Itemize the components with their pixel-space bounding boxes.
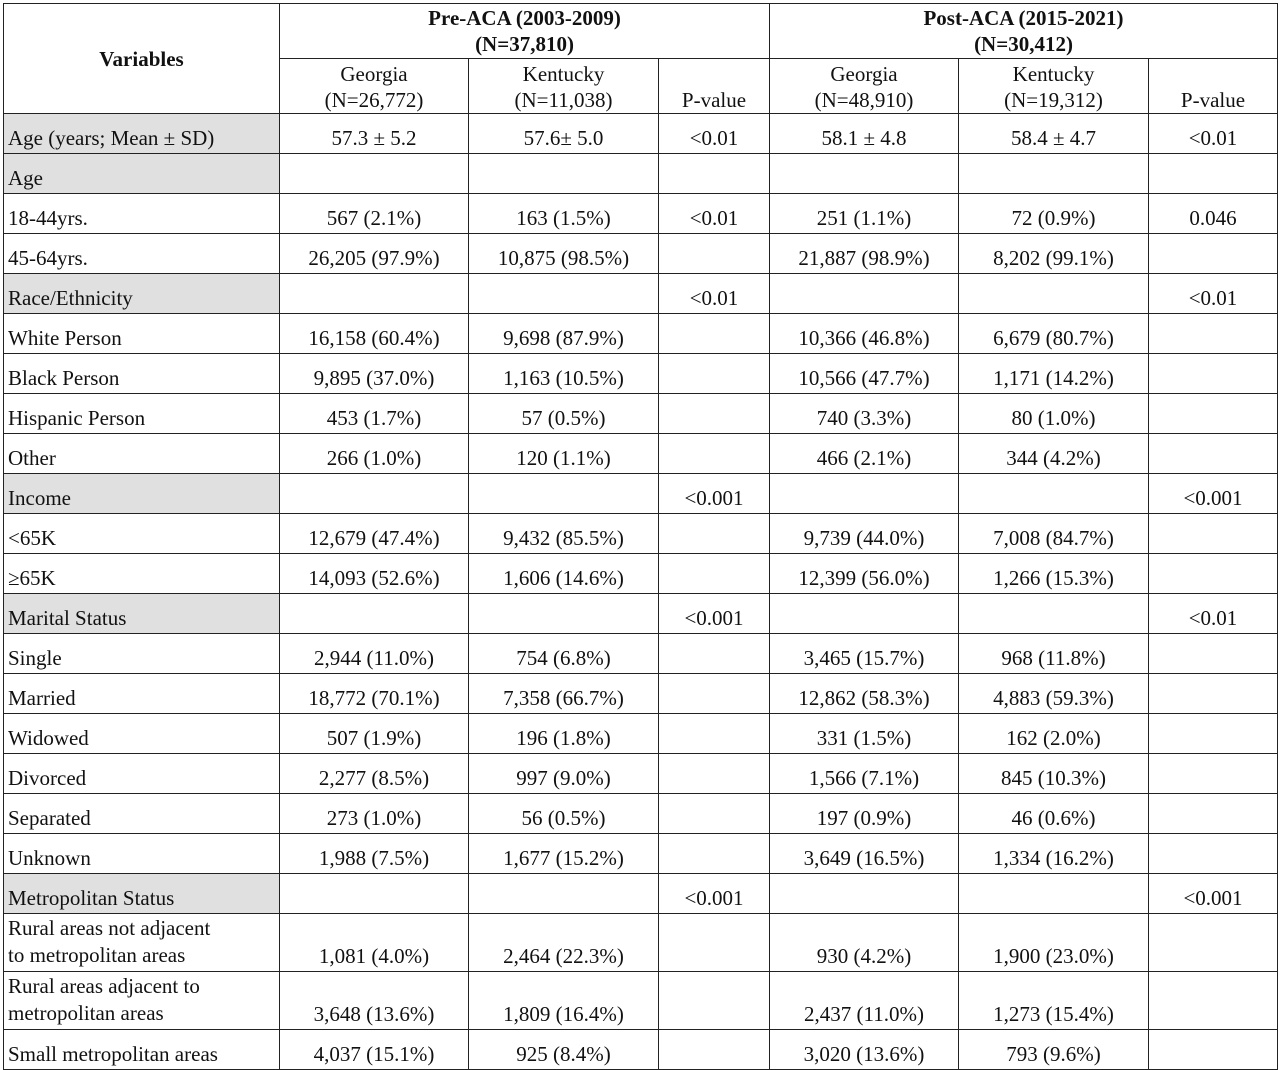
subheader-n <box>663 61 765 87</box>
subheader-n: (N=48,910) <box>814 88 914 112</box>
row-label: <65K <box>4 514 280 554</box>
value-cell: 58.4 ± 4.7 <box>959 114 1149 154</box>
value-cell: 567 (2.1%) <box>280 194 469 234</box>
value-cell <box>469 154 659 194</box>
value-cell: 6,679 (80.7%) <box>959 314 1149 354</box>
p-value-cell <box>659 434 770 474</box>
table-row <box>4 394 1278 434</box>
variables-header: Variables <box>4 4 280 114</box>
p-value-cell <box>1149 434 1278 474</box>
row-label-line: Rural areas not adjacent <box>8 916 211 940</box>
value-cell: 14,093 (52.6%) <box>280 554 469 594</box>
pre-aca-title: Pre-ACA (2003-2009) <box>428 6 621 30</box>
p-value-cell <box>1149 514 1278 554</box>
value-cell: 12,399 (56.0%) <box>770 554 959 594</box>
value-cell: 57.6± 5.0 <box>469 114 659 154</box>
value-cell: 10,875 (98.5%) <box>469 234 659 274</box>
value-cell <box>469 274 659 314</box>
row-label <box>4 914 280 972</box>
p-value-cell <box>659 834 770 874</box>
value-cell: 1,273 (15.4%) <box>959 972 1149 1030</box>
table-row <box>4 914 1278 972</box>
value-cell: 12,862 (58.3%) <box>770 674 959 714</box>
table-body <box>4 114 1278 1070</box>
p-value-cell <box>1149 354 1278 394</box>
value-cell: 3,648 (13.6%) <box>280 972 469 1030</box>
value-cell: 925 (8.4%) <box>469 1030 659 1070</box>
category-row <box>4 114 1278 154</box>
value-cell: 1,606 (14.6%) <box>469 554 659 594</box>
p-value-cell: <0.01 <box>1149 114 1278 154</box>
p-value-cell: <0.01 <box>659 114 770 154</box>
value-cell: 7,008 (84.7%) <box>959 514 1149 554</box>
value-cell: 4,883 (59.3%) <box>959 674 1149 714</box>
p-value-cell <box>659 554 770 594</box>
value-cell: 1,334 (16.2%) <box>959 834 1149 874</box>
value-cell: 120 (1.1%) <box>469 434 659 474</box>
row-label: White Person <box>4 314 280 354</box>
value-cell: 58.1 ± 4.8 <box>770 114 959 154</box>
value-cell: 2,464 (22.3%) <box>469 914 659 972</box>
subheader-n: (N=26,772) <box>324 88 424 112</box>
value-cell: 72 (0.9%) <box>959 194 1149 234</box>
table-row <box>4 354 1278 394</box>
p-value-cell: <0.01 <box>659 194 770 234</box>
value-cell <box>280 274 469 314</box>
p-value-cell <box>659 514 770 554</box>
row-label: Divorced <box>4 754 280 794</box>
row-label-line: Rural areas adjacent to <box>8 974 200 998</box>
p-value-cell <box>1149 714 1278 754</box>
table-row <box>4 972 1278 1030</box>
p-value-cell <box>659 714 770 754</box>
category-row <box>4 874 1278 914</box>
p-value-cell <box>659 314 770 354</box>
value-cell: 740 (3.3%) <box>770 394 959 434</box>
value-cell: 453 (1.7%) <box>280 394 469 434</box>
value-cell: 162 (2.0%) <box>959 714 1149 754</box>
value-cell <box>770 274 959 314</box>
value-cell: 3,020 (13.6%) <box>770 1030 959 1070</box>
p-value-cell: <0.01 <box>659 274 770 314</box>
row-label: 45-64yrs. <box>4 234 280 274</box>
value-cell: 9,698 (87.9%) <box>469 314 659 354</box>
p-value-cell: <0.001 <box>659 874 770 914</box>
value-cell: 1,081 (4.0%) <box>280 914 469 972</box>
value-cell <box>469 474 659 514</box>
value-cell: 2,944 (11.0%) <box>280 634 469 674</box>
table-row <box>4 634 1278 674</box>
p-value-cell <box>659 634 770 674</box>
value-cell: 266 (1.0%) <box>280 434 469 474</box>
category-row <box>4 154 1278 194</box>
value-cell: 10,566 (47.7%) <box>770 354 959 394</box>
p-value-cell <box>659 154 770 194</box>
value-cell: 21,887 (98.9%) <box>770 234 959 274</box>
value-cell: 251 (1.1%) <box>770 194 959 234</box>
p-value-cell <box>1149 834 1278 874</box>
p-value-cell <box>659 354 770 394</box>
p-value-cell <box>1149 394 1278 434</box>
table-row <box>4 754 1278 794</box>
p-value-cell: <0.001 <box>1149 474 1278 514</box>
p-value-cell <box>1149 794 1278 834</box>
value-cell <box>959 154 1149 194</box>
value-cell: 57.3 ± 5.2 <box>280 114 469 154</box>
p-value-cell <box>1149 314 1278 354</box>
value-cell <box>959 274 1149 314</box>
value-cell <box>959 474 1149 514</box>
demographics-table <box>3 3 1278 1070</box>
row-label: Age (years; Mean ± SD) <box>4 114 280 154</box>
post-aca-title: Post-ACA (2015-2021) <box>923 6 1124 30</box>
p-value-cell <box>1149 754 1278 794</box>
post-aca-header <box>770 4 1278 59</box>
value-cell: 9,739 (44.0%) <box>770 514 959 554</box>
p-value-cell: <0.001 <box>659 474 770 514</box>
value-cell: 754 (6.8%) <box>469 634 659 674</box>
row-label: Marital Status <box>4 594 280 634</box>
value-cell: 507 (1.9%) <box>280 714 469 754</box>
p-value-cell: <0.001 <box>659 594 770 634</box>
value-cell: 997 (9.0%) <box>469 754 659 794</box>
row-label-line: metropolitan areas <box>8 1001 164 1025</box>
table-row <box>4 834 1278 874</box>
row-label: Separated <box>4 794 280 834</box>
value-cell <box>469 874 659 914</box>
value-cell: 1,163 (10.5%) <box>469 354 659 394</box>
value-cell <box>959 594 1149 634</box>
subheader-n <box>1153 61 1273 87</box>
value-cell <box>770 874 959 914</box>
p-value-cell <box>659 234 770 274</box>
p-value-cell <box>1149 1030 1278 1070</box>
value-cell: 1,677 (15.2%) <box>469 834 659 874</box>
table-row <box>4 1030 1278 1070</box>
table-row <box>4 714 1278 754</box>
post-aca-n: (N=30,412) <box>974 32 1073 56</box>
value-cell: 10,366 (46.8%) <box>770 314 959 354</box>
p-value-cell: <0.01 <box>1149 274 1278 314</box>
subheader-name: Georgia <box>340 62 408 86</box>
value-cell: 2,437 (11.0%) <box>770 972 959 1030</box>
value-cell <box>770 154 959 194</box>
value-cell <box>280 154 469 194</box>
row-label: Race/Ethnicity <box>4 274 280 314</box>
value-cell: 26,205 (97.9%) <box>280 234 469 274</box>
subheader-name: Georgia <box>830 62 898 86</box>
p-value-cell <box>1149 634 1278 674</box>
p-value-cell <box>1149 154 1278 194</box>
value-cell: 18,772 (70.1%) <box>280 674 469 714</box>
row-label: Widowed <box>4 714 280 754</box>
subheader-cell <box>280 59 469 114</box>
value-cell: 56 (0.5%) <box>469 794 659 834</box>
category-row <box>4 594 1278 634</box>
category-row <box>4 274 1278 314</box>
value-cell: 968 (11.8%) <box>959 634 1149 674</box>
subheader-name: P-value <box>1180 88 1246 112</box>
value-cell: 9,895 (37.0%) <box>280 354 469 394</box>
subheader-n: (N=19,312) <box>1004 88 1103 112</box>
p-value-cell <box>659 914 770 972</box>
value-cell: 7,358 (66.7%) <box>469 674 659 714</box>
subheader-name: P-value <box>681 88 747 112</box>
value-cell <box>280 474 469 514</box>
row-label: Single <box>4 634 280 674</box>
row-label: Age <box>4 154 280 194</box>
p-value-cell: <0.01 <box>1149 594 1278 634</box>
value-cell: 9,432 (85.5%) <box>469 514 659 554</box>
value-cell: 197 (0.9%) <box>770 794 959 834</box>
value-cell: 845 (10.3%) <box>959 754 1149 794</box>
value-cell: 1,266 (15.3%) <box>959 554 1149 594</box>
row-label: 18-44yrs. <box>4 194 280 234</box>
row-label <box>4 972 280 1030</box>
p-value-cell <box>1149 554 1278 594</box>
value-cell: 3,649 (16.5%) <box>770 834 959 874</box>
table-row <box>4 674 1278 714</box>
value-cell: 1,900 (23.0%) <box>959 914 1149 972</box>
row-label: Income <box>4 474 280 514</box>
value-cell <box>959 874 1149 914</box>
value-cell: 3,465 (15.7%) <box>770 634 959 674</box>
p-value-cell: <0.001 <box>1149 874 1278 914</box>
value-cell: 16,158 (60.4%) <box>280 314 469 354</box>
category-row <box>4 474 1278 514</box>
p-value-cell <box>1149 914 1278 972</box>
value-cell: 8,202 (99.1%) <box>959 234 1149 274</box>
table-row <box>4 194 1278 234</box>
p-value-cell <box>659 794 770 834</box>
subheader-name: Kentucky <box>522 62 605 86</box>
table-row <box>4 514 1278 554</box>
pre-aca-header <box>280 4 770 59</box>
table-row <box>4 314 1278 354</box>
row-label-line: to metropolitan areas <box>8 943 186 967</box>
p-value-cell <box>1149 674 1278 714</box>
value-cell: 1,809 (16.4%) <box>469 972 659 1030</box>
header-row-groups <box>4 4 1278 59</box>
p-value-cell <box>1149 972 1278 1030</box>
p-value-cell: 0.046 <box>1149 194 1278 234</box>
subheader-n: (N=11,038) <box>514 88 613 112</box>
p-value-cell <box>659 674 770 714</box>
value-cell <box>280 594 469 634</box>
value-cell: 57 (0.5%) <box>469 394 659 434</box>
row-label: Married <box>4 674 280 714</box>
value-cell: 1,988 (7.5%) <box>280 834 469 874</box>
row-label: ≥65K <box>4 554 280 594</box>
value-cell <box>770 474 959 514</box>
value-cell: 4,037 (15.1%) <box>280 1030 469 1070</box>
table-row <box>4 794 1278 834</box>
p-value-cell <box>1149 234 1278 274</box>
value-cell: 2,277 (8.5%) <box>280 754 469 794</box>
row-label: Unknown <box>4 834 280 874</box>
table-row <box>4 234 1278 274</box>
value-cell <box>770 594 959 634</box>
p-value-cell <box>659 1030 770 1070</box>
value-cell: 331 (1.5%) <box>770 714 959 754</box>
value-cell <box>469 594 659 634</box>
value-cell: 46 (0.6%) <box>959 794 1149 834</box>
value-cell <box>280 874 469 914</box>
row-label: Black Person <box>4 354 280 394</box>
pre-aca-n: (N=37,810) <box>475 32 574 56</box>
table-row <box>4 434 1278 474</box>
value-cell: 273 (1.0%) <box>280 794 469 834</box>
subheader-cell <box>469 59 659 114</box>
value-cell: 793 (9.6%) <box>959 1030 1149 1070</box>
p-value-cell <box>659 394 770 434</box>
p-value-cell <box>659 972 770 1030</box>
subheader-cell <box>1149 59 1278 114</box>
value-cell: 1,566 (7.1%) <box>770 754 959 794</box>
row-label: Small metropolitan areas <box>4 1030 280 1070</box>
row-label: Metropolitan Status <box>4 874 280 914</box>
value-cell: 930 (4.2%) <box>770 914 959 972</box>
value-cell: 196 (1.8%) <box>469 714 659 754</box>
value-cell: 1,171 (14.2%) <box>959 354 1149 394</box>
row-label: Hispanic Person <box>4 394 280 434</box>
value-cell: 344 (4.2%) <box>959 434 1149 474</box>
value-cell: 12,679 (47.4%) <box>280 514 469 554</box>
table-row <box>4 554 1278 594</box>
value-cell: 163 (1.5%) <box>469 194 659 234</box>
p-value-cell <box>659 754 770 794</box>
value-cell: 80 (1.0%) <box>959 394 1149 434</box>
row-label: Other <box>4 434 280 474</box>
subheader-name: Kentucky <box>1012 62 1095 86</box>
subheader-cell <box>659 59 770 114</box>
subheader-cell <box>770 59 959 114</box>
value-cell: 466 (2.1%) <box>770 434 959 474</box>
subheader-cell <box>959 59 1149 114</box>
